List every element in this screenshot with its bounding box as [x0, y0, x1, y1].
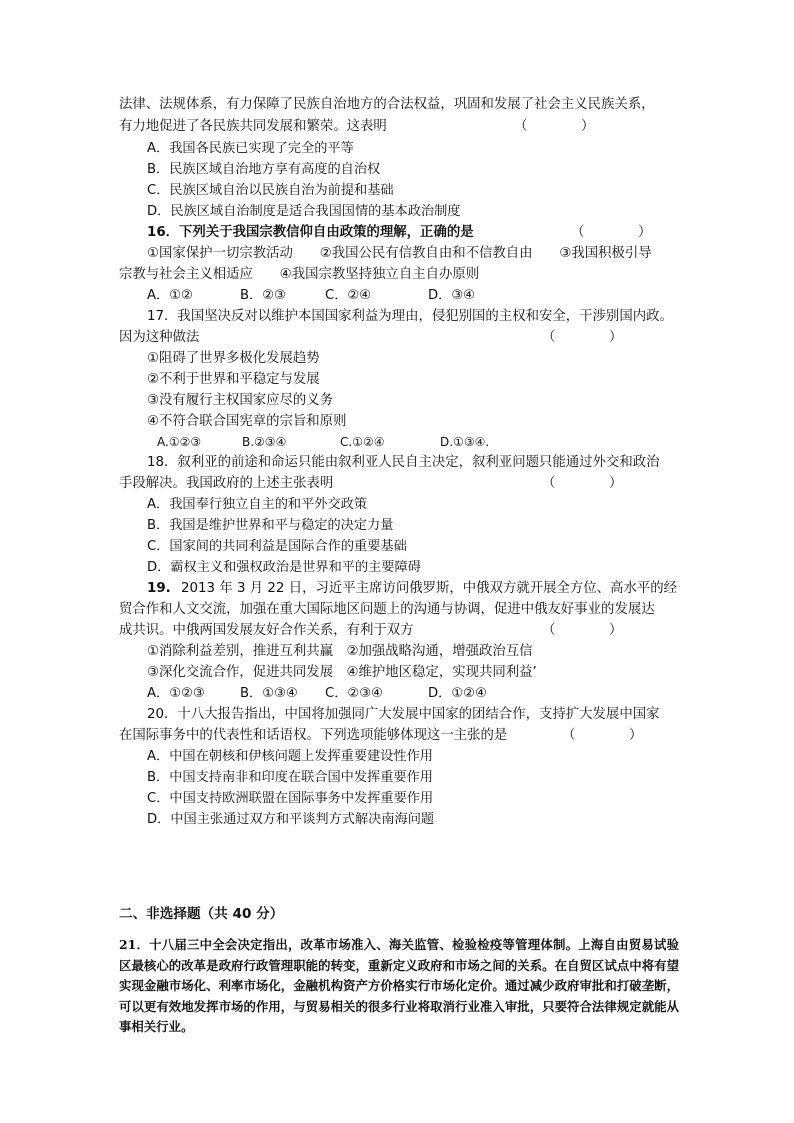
intro-answer-paren: （ ） — [514, 119, 595, 134]
q19-number: 19. — [147, 581, 171, 596]
q18-option-b: B．我国是维护世界和平与稳定的决定力量 — [147, 518, 394, 533]
q17-item-4: ④不符合联合国宪章的宗旨和原则 — [147, 414, 347, 429]
q18-answer-paren: （ ） — [542, 476, 623, 491]
q17-stem-line-1: 17．我国坚决反对以维护本国国家利益为理由，侵犯别国的主权和安全，干涉别国内政。 — [147, 309, 673, 324]
q17-item-3: ③没有履行主权国家应尽的义务 — [147, 393, 334, 408]
q18-option-a: A．我国奉行独立自主的和平外交政策 — [147, 497, 368, 512]
q16-choice-c: C．②④ — [325, 288, 372, 303]
q17-choice-b: B.②③④ — [242, 435, 287, 449]
q15-option-a: A．我国各民族已实现了完全的平等 — [147, 141, 354, 156]
q19-choice-d: D．①②④ — [428, 686, 487, 701]
q17-choice-c: C.①②④ — [340, 435, 385, 449]
q20-option-d: D．中国主张通过双方和平谈判方式解决南海问题 — [147, 812, 435, 827]
q19-choice-b: B．①③④ — [240, 686, 298, 701]
q16-items-line-2: 宗教与社会主义相适应 ④我国宗教坚持独立自主自办原则 — [119, 267, 480, 282]
q20-stem-line-1: 20．十八大报告指出，中国将加强同广大发展中国家的团结合作，支持扩大发展中国家 — [147, 707, 660, 722]
q16-answer-paren: （ ） — [571, 225, 652, 240]
q17-stem-line-2: 因为这种做法 — [119, 330, 200, 345]
q17-item-1: ①阻碍了世界多极化发展趋势 — [147, 351, 320, 366]
q19-choice-a: A．①②③ — [147, 686, 205, 701]
q17-choice-d: D.①③④. — [440, 435, 490, 449]
q15-option-d: D．民族区域自治制度是适合我国国情的基本政治制度 — [147, 204, 461, 219]
q20-stem-line-2: 在国际事务中的代表性和话语权。下列选项能够体现这一主张的是 — [119, 728, 508, 743]
q16-choice-b: B．②③ — [240, 288, 286, 303]
q18-option-d: D．霸权主义和强权政治是世界和平的主要障碍 — [147, 560, 421, 575]
q17-answer-paren: （ ） — [542, 330, 623, 345]
q19-stem-line-1: 2013 年 3 月 22 日，习近平主席访问俄罗斯，中俄双方就开展全方位、高水平的经 — [181, 581, 678, 596]
q20-answer-paren: （ ） — [562, 728, 643, 743]
intro-line-2: 有力地促进了各民族共同发展和繁荣。这表明 — [119, 119, 387, 134]
q18-stem-line-2: 手段解决。我国政府的上述主张表明 — [119, 476, 334, 491]
q16-choice-a: A．①② — [147, 288, 193, 303]
q16-items-line-1: ①国家保护一切宗教活动 ②我国公民有信教自由和不信教自由 ③我国积极引导 — [147, 246, 652, 261]
q16-choice-d: D．③④ — [428, 288, 475, 303]
q19-stem-line-3: 成共识。中俄两国发展友好合作关系，有利于双方 — [119, 623, 414, 638]
q19-items-line-2: ③深化交流合作，促进共同发展 ④维护地区稳定，实现共同利益’ — [147, 665, 537, 680]
q16-stem: 16．下列关于我国宗教信仰自由政策的理解，正确的是 — [147, 225, 474, 240]
q21-paragraph: 21．十八届三中全会决定指出，改革市场准入、海关监管、检验检疫等管理体制。上海自由贸易试验区最核心的改革是政府行政管理职能的转变，重新定义政府和市场之间的关系。在自贸区试点中将有望实现金融市场化、利率市场化，金融机构资产方价格实行市场化定价。通过减少政府审批和打破垄断，可以更有效地发挥市场的作用，与贸易相关的很多行业将取消行业准入审批，只要符合法律规定就能从事相关行业。 — [119, 937, 679, 1034]
q20-option-c: C．中国支持欧洲联盟在国际事务中发挥重要作用 — [147, 791, 434, 806]
q20-option-a: A．中国在朝核和伊核问题上发挥重要建设性作用 — [147, 749, 433, 764]
q18-option-c: C．国家间的共同利益是国际合作的重要基础 — [147, 539, 407, 554]
q15-option-b: B．民族区域自治地方享有高度的自治权 — [147, 162, 381, 177]
q17-choice-a: A.①②③ — [157, 435, 202, 449]
section-title: 二、非选择题（共 40 分） — [119, 906, 284, 922]
q19-stem-line-2: 贸合作和人文交流，加强在重大国际地区问题上的沟通与协调，促进中俄友好事业的发展达 — [119, 602, 655, 617]
q19-items-line-1: ①消除利益差别，推进互利共赢 ②加强战略沟通，增强政治互信 — [147, 644, 533, 659]
q17-item-2: ②不利于世界和平稳定与发展 — [147, 372, 320, 387]
q15-option-c: C．民族区域自治以民族自治为前提和基础 — [147, 183, 394, 198]
q19-answer-paren: （ ） — [542, 623, 623, 638]
intro-line-1: 法律、法规体系，有力保障了民族自治地方的合法权益，巩固和发展了社会主义民族关系， — [119, 97, 655, 112]
q18-stem-line-1: 18．叙利亚的前途和命运只能由叙利亚人民自主决定，叙利亚问题只能通过外交和政治 — [147, 455, 660, 470]
q19-choice-c: C．②③④ — [325, 686, 383, 701]
q20-option-b: B．中国支持南非和印度在联合国中发挥重要作用 — [147, 770, 433, 785]
